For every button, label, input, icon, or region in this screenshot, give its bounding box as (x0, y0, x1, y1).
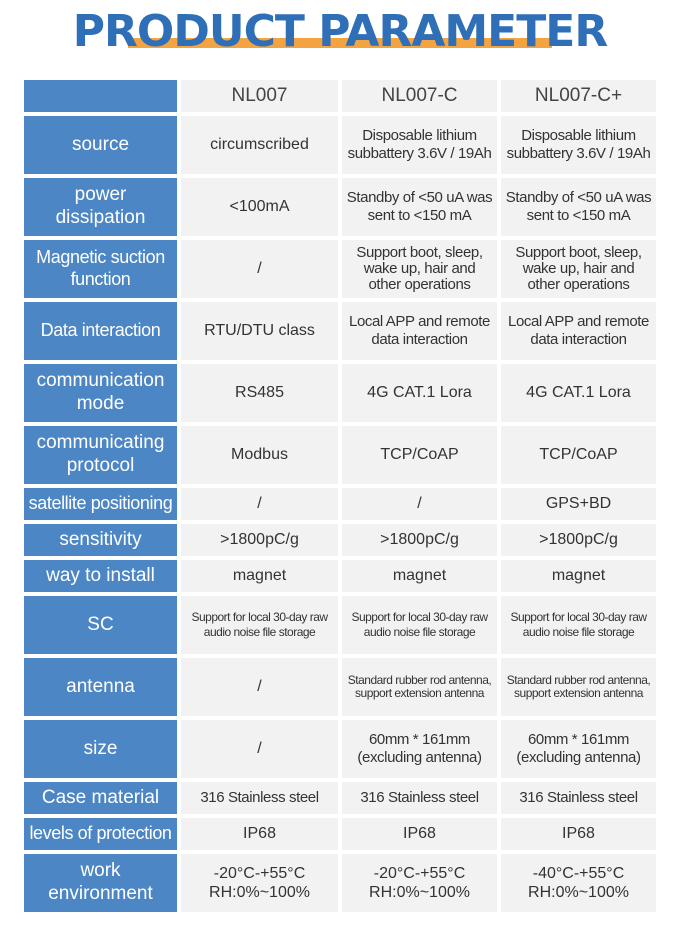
table-cell: RTU/DTU class (181, 302, 338, 360)
table-cell: Standby of <50 uA was sent to <150 mA (501, 178, 656, 236)
row-label: Magnetic suction function (24, 240, 177, 298)
row-label: SC (24, 596, 177, 654)
table-cell: Support for local 30-day raw audio noise file storage (181, 596, 338, 654)
table-row (24, 302, 656, 360)
table-cell: 316 Stainless steel (181, 782, 338, 814)
table-row (24, 488, 656, 520)
row-label: communicating protocol (24, 426, 177, 484)
table-cell: Support boot, sleep, wake up, hair and other operations (501, 240, 656, 298)
row-label: source (24, 116, 177, 174)
table-cell: Disposable lithium subbattery 3.6V / 19Ah (342, 116, 497, 174)
table-cell: 60mm * 161mm (excluding antenna) (501, 720, 656, 778)
table-cell: Standby of <50 uA was sent to <150 mA (342, 178, 497, 236)
table-row (24, 782, 656, 814)
table-row (24, 240, 656, 298)
table-cell: 4G CAT.1 Lora (501, 364, 656, 422)
table-cell: GPS+BD (501, 488, 656, 520)
table-cell: / (342, 488, 497, 520)
table-row (24, 854, 656, 912)
table-row (24, 426, 656, 484)
table-cell: -40°C-+55°C RH:0%~100% (501, 854, 656, 912)
table-cell: IP68 (501, 818, 656, 850)
header-cell-blank (24, 80, 177, 112)
table-row (24, 116, 656, 174)
table-cell: 316 Stainless steel (342, 782, 497, 814)
table-cell: magnet (181, 560, 338, 592)
table-cell: / (181, 720, 338, 778)
table-cell: Support for local 30-day raw audio noise file storage (342, 596, 497, 654)
row-label: Case material (24, 782, 177, 814)
table-cell: Support for local 30-day raw audio noise file storage (501, 596, 656, 654)
table-row (24, 364, 656, 422)
table-cell: IP68 (181, 818, 338, 850)
row-label: way to install (24, 560, 177, 592)
table-cell: 316 Stainless steel (501, 782, 656, 814)
table-cell: Disposable lithium subbattery 3.6V / 19Ah (501, 116, 656, 174)
table-cell: Standard rubber rod antenna, support extension antenna (342, 658, 497, 716)
row-label: power dissipation (24, 178, 177, 236)
table-cell: <100mA (181, 178, 338, 236)
row-label: work environment (24, 854, 177, 912)
table-row (24, 596, 656, 654)
table-cell: magnet (501, 560, 656, 592)
row-label: communication mode (24, 364, 177, 422)
table-cell: -20°C-+55°C RH:0%~100% (181, 854, 338, 912)
row-label: size (24, 720, 177, 778)
table-cell: IP68 (342, 818, 497, 850)
table-cell: >1800pC/g (342, 524, 497, 556)
table-cell: -20°C-+55°C RH:0%~100% (342, 854, 497, 912)
table-cell: 4G CAT.1 Lora (342, 364, 497, 422)
table-cell: Local APP and remote data interaction (342, 302, 497, 360)
table-cell: RS485 (181, 364, 338, 422)
table-cell: / (181, 240, 338, 298)
table-row (24, 720, 656, 778)
table-cell: Standard rubber rod antenna, support extension antenna (501, 658, 656, 716)
parameter-table (24, 80, 656, 916)
row-label: satellite positioning (24, 488, 177, 520)
header-cell-model: NL007 (181, 80, 338, 112)
table-row (24, 560, 656, 592)
table-row (24, 524, 656, 556)
table-cell: Support boot, sleep, wake up, hair and other operations (342, 240, 497, 298)
table-cell: / (181, 658, 338, 716)
table-cell: / (181, 488, 338, 520)
table-cell: Local APP and remote data interaction (501, 302, 656, 360)
row-label: levels of protection (24, 818, 177, 850)
header-cell-model: NL007-C (342, 80, 497, 112)
table-cell: >1800pC/g (501, 524, 656, 556)
table-row (24, 178, 656, 236)
row-label: sensitivity (24, 524, 177, 556)
table-header-row (24, 80, 656, 112)
table-cell: magnet (342, 560, 497, 592)
header-cell-model: NL007-C+ (501, 80, 656, 112)
table-cell: Modbus (181, 426, 338, 484)
table-cell: TCP/CoAP (501, 426, 656, 484)
table-cell: >1800pC/g (181, 524, 338, 556)
table-cell: circumscribed (181, 116, 338, 174)
table-row (24, 658, 656, 716)
row-label: Data interaction (24, 302, 177, 360)
table-cell: TCP/CoAP (342, 426, 497, 484)
table-row (24, 818, 656, 850)
page-title: PRODUCT PARAMETER (72, 6, 608, 57)
row-label: antenna (24, 658, 177, 716)
table-cell: 60mm * 161mm (excluding antenna) (342, 720, 497, 778)
